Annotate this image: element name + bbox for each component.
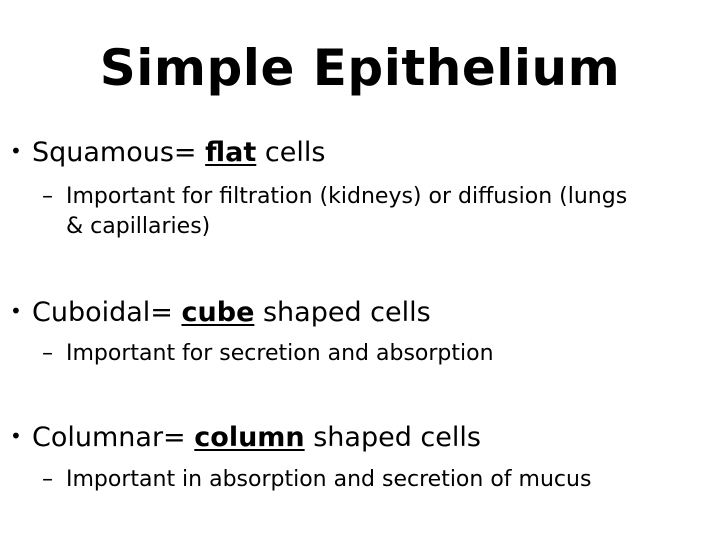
bullet-squamous bbox=[10, 133, 325, 171]
bullet-suffix: cells bbox=[256, 137, 326, 168]
sub-bullet-line1: Important in absorption and secretion of mucus bbox=[66, 467, 592, 492]
bullet-prefix: Columnar= bbox=[32, 422, 195, 453]
bullet-emphasis: cube bbox=[181, 297, 255, 328]
bullet-cuboidal bbox=[10, 293, 431, 331]
sub-bullet-cuboidal bbox=[42, 339, 712, 369]
sub-bullet-columnar bbox=[42, 465, 712, 495]
bullet-icon: • bbox=[10, 299, 22, 323]
sub-bullet-line1: Important for filtration (kidneys) or diffusion (lungs bbox=[66, 184, 628, 209]
bullet-icon: • bbox=[10, 424, 22, 448]
slide-title: Simple Epithelium bbox=[99, 39, 621, 97]
sub-bullet-line2: & capillaries) bbox=[66, 214, 211, 239]
sub-bullet-line1: Important for secretion and absorption bbox=[66, 341, 494, 366]
bullet-icon: • bbox=[10, 139, 22, 163]
bullet-prefix: Squamous= bbox=[32, 137, 206, 168]
bullet-columnar bbox=[10, 418, 481, 456]
dash-icon: – bbox=[42, 467, 53, 492]
sub-bullet-squamous bbox=[42, 182, 712, 242]
bullet-emphasis: flat bbox=[205, 137, 257, 168]
dash-icon: – bbox=[42, 184, 53, 209]
bullet-suffix: shaped cells bbox=[304, 422, 481, 453]
bullet-emphasis: column bbox=[194, 422, 305, 453]
bullet-prefix: Cuboidal= bbox=[32, 297, 182, 328]
dash-icon: – bbox=[42, 341, 53, 366]
bullet-suffix: shaped cells bbox=[254, 297, 431, 328]
